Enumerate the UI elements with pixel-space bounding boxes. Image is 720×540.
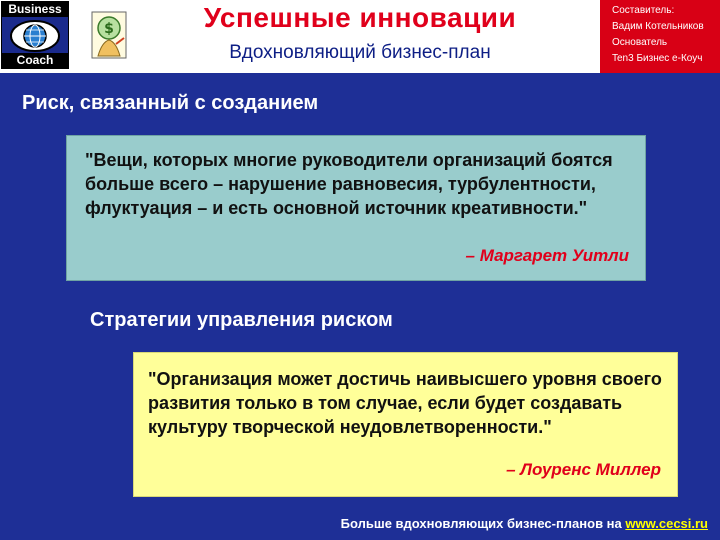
- eye-globe-icon: [10, 19, 60, 53]
- quote-author: – Маргарет Уитли: [465, 246, 629, 265]
- author-line: Ten3 Бизнес е-Коуч: [612, 53, 703, 64]
- section-heading-risk: Риск, связанный с созданием: [22, 92, 319, 114]
- business-coach-logo: [1, 1, 69, 69]
- footer-text: Больше вдохновляющих бизнес-планов на: [340, 516, 626, 531]
- quote-box-wheatley: [66, 135, 646, 281]
- author-line: Составитель:: [612, 5, 675, 16]
- footer-link[interactable]: www.cecsi.ru: [625, 516, 708, 531]
- page-title: Успешные инновации: [203, 2, 517, 33]
- author-line: Основатель: [612, 37, 668, 48]
- svg-text:$: $: [104, 21, 114, 37]
- quote-box-miller: [133, 352, 678, 497]
- slide-header: [0, 0, 720, 73]
- logo-top-text: Business: [2, 2, 68, 17]
- quote-author: – Лоуренс Миллер: [506, 460, 661, 479]
- logo-bottom-text: Coach: [2, 53, 68, 68]
- money-person-icon: [90, 10, 128, 60]
- section-heading-strategies: Стратегии управления риском: [90, 309, 393, 331]
- author-line: Вадим Котельников: [612, 21, 704, 32]
- quote-text: "Вещи, которых многие руководители организаций боятся больше всего – нарушение равновесия, турбулентности, флуктуация – и есть основной источник креативности.": [85, 150, 613, 218]
- page-subtitle: Вдохновляющий бизнес-план: [229, 42, 491, 63]
- footer: [0, 516, 720, 531]
- quote-text: "Организация может достичь наивысшего уровня своего развития только в том случае, если будет создавать культуру творческой неудовлетворенности.": [148, 369, 662, 437]
- author-info-box: [600, 0, 720, 73]
